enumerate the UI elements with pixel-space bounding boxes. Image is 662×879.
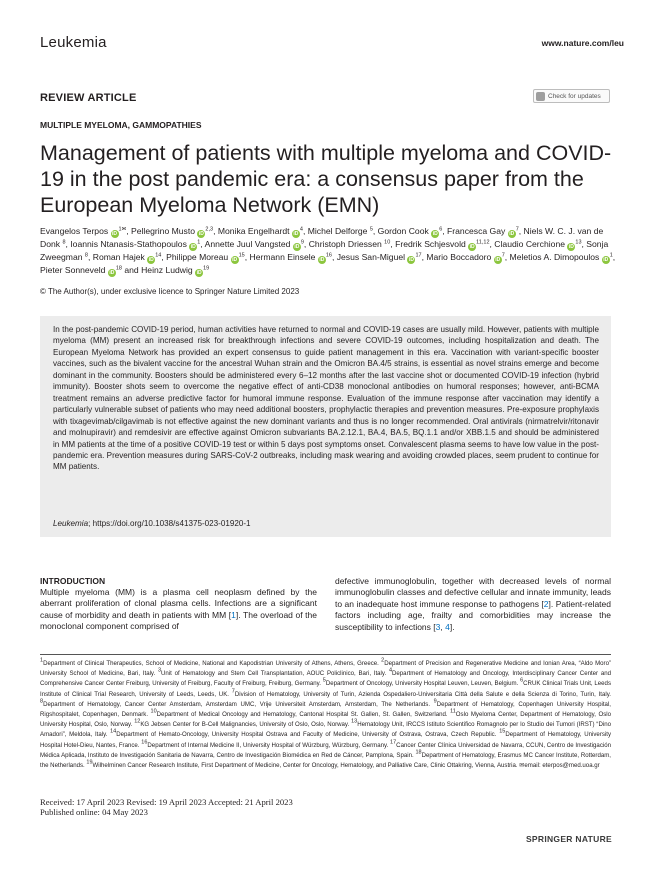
orcid-icon[interactable]: iD <box>109 270 115 276</box>
author-name[interactable]: Monika Engelhardt <box>217 226 292 236</box>
journal-url-link[interactable]: www.nature.com/leu <box>541 38 624 48</box>
author-affiliation-sup: 1 <box>197 239 201 246</box>
affiliation-text: Wilhelminen Cancer Research Institute, First Department of Medicine, Center for Oncology, Hematology, and Palliative Care, Clinic Ottakring, Vienna, Austria. <box>92 762 520 770</box>
affiliation-text: Department of Clinical Therapeutics, School of Medicine, National and Kapodistrian University of Athens, Athens, Greece. <box>43 660 382 667</box>
affiliation-text: Cancer Center Clínica Universidad de Navarra, CCUN, Centro de Investigación Médica Aplicada, Instituto de Investigación Sanitaria de Navarra, Centro de Investigación Biomédica en Red de Cáncer, Pamplona, Spain. <box>40 741 611 759</box>
affiliations <box>40 659 611 771</box>
author-name[interactable]: Evangelos Terpos <box>40 226 111 236</box>
orcid-icon[interactable]: iD <box>408 257 414 263</box>
publication-dates <box>40 797 293 817</box>
orcid-icon[interactable]: iD <box>432 231 438 237</box>
author-affiliation-sup: 4 <box>299 226 303 233</box>
affiliation-text: CRUK Clinical Trials Unit, Leeds Institute of Clinical Trial Research, University of Leeds, Leeds, UK. <box>40 680 611 698</box>
dates-received: Received: 17 April 2023 Revised: 19 April 2023 Accepted: 21 April 2023 <box>40 797 293 807</box>
journal-name: Leukemia <box>40 34 107 51</box>
author-name[interactable]: Christoph Driessen <box>308 239 385 249</box>
author-affiliation-sup: 17 <box>415 252 422 259</box>
subject-category: MULTIPLE MYELOMA, GAMMOPATHIES <box>40 120 202 130</box>
publisher-logo: SPRINGER NATURE <box>525 834 612 844</box>
orcid-icon[interactable]: iD <box>196 270 202 276</box>
orcid-icon[interactable]: iD <box>294 244 300 250</box>
affiliation-number: 19 <box>86 759 93 766</box>
corresponding-email[interactable]: ✉email: eterpos@med.uoa.gr <box>519 762 600 770</box>
article-type: REVIEW ARTICLE <box>40 92 137 104</box>
affiliation-number: 15 <box>499 728 506 735</box>
affiliation-number: 1 <box>40 657 44 664</box>
author-affiliation-sup: 6 <box>439 226 443 233</box>
affiliation-text: Department of Hematology, Cancer Center Amsterdam, Amsterdam UMC, Vrije Universiteit Amsterdam, Amsterdam, The Netherlands. <box>43 700 434 708</box>
orcid-icon[interactable]: iD <box>469 244 475 250</box>
author-name[interactable]: Philippe Moreau <box>166 252 231 262</box>
author-name[interactable]: Roman Hajek <box>92 252 148 262</box>
author-affiliation-sup: 14 <box>155 252 162 259</box>
author-affiliation-sup: 15 <box>238 252 245 259</box>
orcid-icon[interactable]: iD <box>190 244 196 250</box>
affiliation-number: 13 <box>351 718 358 725</box>
affiliation-text: Department of Hematology, Erasmus MC Cancer Institute, Rotterdam, the Netherlands. <box>40 751 611 770</box>
affiliation-number: 8 <box>40 698 44 705</box>
affiliation-number: 7 <box>231 688 235 695</box>
affiliation-text: Department of Precision and Regenerative Medicine and Ionian Area, “Aldo Moro” University School of Medicine, Bari, Italy. <box>40 660 611 678</box>
author-affiliation-sup: 9 <box>300 239 304 246</box>
doi-line <box>53 519 251 528</box>
intro-text: ]. <box>449 621 455 632</box>
author-affiliation-sup: 16 <box>325 252 332 259</box>
author-affiliation-sup: 1✉ <box>118 226 127 233</box>
orcid-icon[interactable]: iD <box>148 257 154 263</box>
author-affiliation-sup: 5 <box>369 226 373 233</box>
author-affiliation-sup: 8 <box>84 252 88 259</box>
orcid-icon[interactable]: iD <box>112 231 118 237</box>
orcid-icon[interactable]: iD <box>495 257 501 263</box>
author-name[interactable]: Ioannis Ntanasis-Stathopoulos <box>70 239 190 249</box>
author-name[interactable]: Pellegrino Musto <box>131 226 198 236</box>
affiliation-number: 10 <box>150 708 157 715</box>
citation-link[interactable]: 2 <box>543 598 549 609</box>
orcid-icon[interactable]: iD <box>603 257 609 263</box>
affiliation-text: Department of Hematology, Copenhagen University Hospital, Rigshospitalet, Copenhagen, Denmark. <box>40 700 611 719</box>
orcid-icon[interactable]: iD <box>319 257 325 263</box>
doi-journal: Leukemia <box>53 519 89 528</box>
section-heading-introduction: INTRODUCTION <box>40 576 106 586</box>
affiliation-text: Department of Hemato-Oncology, University Hospital Ostrava and Faculty of Medicine, University of Ostrava, Ostrava, Czech Republic. <box>116 731 500 739</box>
author-name[interactable]: Niels W. C. J. van de Donk <box>40 226 604 249</box>
author-affiliation-sup: 11,12 <box>476 239 490 246</box>
affiliation-number: 11 <box>450 708 456 715</box>
orcid-icon[interactable]: iD <box>568 244 574 250</box>
author-name[interactable]: Sonja Zweegman <box>40 239 609 262</box>
author-name[interactable]: Annette Juul Vangsted <box>204 239 293 249</box>
author-name[interactable]: Claudio Cerchione <box>494 239 568 249</box>
copyright-notice: © The Author(s), under exclusive licence to Springer Nature Limited 2023 <box>40 287 300 296</box>
intro-text: Multiple myeloma (MM) is a plasma cell neoplasm defined by the aberrant proliferation of clonal plasma cells. Infections are a significant cause of morbidity and death in patients with MM [ <box>40 587 317 620</box>
check-for-updates-button[interactable] <box>533 89 610 103</box>
affiliation-number: 16 <box>141 739 148 746</box>
author-affiliation-sup: 7 <box>501 252 505 259</box>
author-name[interactable]: Michel Delforge <box>307 226 370 236</box>
affiliation-number: 12 <box>134 718 141 725</box>
author-name[interactable]: Pieter Sonneveld <box>40 265 108 275</box>
affiliation-number: 14 <box>110 728 117 735</box>
author-name[interactable]: Fredrik Schjesvold <box>395 239 469 249</box>
citation-link[interactable]: 3 <box>435 621 441 632</box>
affiliation-number: 18 <box>415 749 422 756</box>
affiliation-number: 2 <box>381 657 385 664</box>
affiliation-text: KG Jebsen Center for B-Cell Malignancies, University of Oslo, Oslo, Norway. <box>140 721 352 729</box>
check-updates-icon <box>536 92 545 101</box>
author-affiliation-sup: 18 <box>115 265 122 272</box>
abstract-text: In the post-pandemic COVID-19 period, human activities have returned to normal and COVID-19 cases are usually mild. However, patients with multiple myeloma (MM) present an increased risk for breakthrough infections and severe COVID-19 outcomes, including hospitalization and death. The European Myeloma Network has provided an expert consensus to guide patient management in this era. Vaccination with variant-specific booster vaccines, such as the bivalent vaccine for the ancestral Wuhan strain and the Omicron BA.4/5 strains, is essential as novel strains emerge and become dominant in the community. Boosters should be administered every 6–12 months after the last vaccine shot or documented COVID-19 infection (hybrid immunity). Booster shots seem to overcome the negative effect of anti-CD38 monoclonal antibodies on humoral responses; however, anti-BCMA treatment remains an adverse predictive factor for humoral immune response. Evaluation of the immune response after vaccination may identify a particularly vulnerable subset of patients who may need additional boosters, prophylactic therapies and prevention measures. Pre-exposure prophylaxis with tixagevimab/cilgavimab is not effective against the new dominant variants and thus is no longer recommended. Oral antivirals (nirmatrelvir/ritonavir and molnupiravir) and remdesivir are effective against Omicron subvariants BA.2.12.1, BA.4, BA.5, BQ.1.1 and/or XBB.1.5 and should be administered in MM patients at the time of a positive COVID-19 test or within 5 days post symptoms onset. Convalescent plasma seems to have low value in the post-pandemic era. Prevention measures during SARS-CoV-2 outbreaks, including mask wearing and avoiding crowded places, seem prudent to continue for MM patients. <box>53 325 599 472</box>
author-affiliation-sup: 7 <box>515 226 519 233</box>
affiliation-text: Department of Medical Oncology and Hematology, Cantonal Hospital St. Gallen, St. Gallen, Switzerland. <box>156 711 451 719</box>
footnote-divider <box>40 654 611 655</box>
dates-published: Published online: 04 May 2023 <box>40 807 148 817</box>
intro-column-1 <box>40 587 317 633</box>
orcid-icon[interactable]: iD <box>198 231 204 237</box>
doi-link[interactable]: ; https://doi.org/10.1038/s41375-023-01920-1 <box>88 519 251 528</box>
affiliation-number: 17 <box>390 739 397 746</box>
author-name[interactable]: Heinz Ludwig <box>141 265 196 275</box>
intro-text: , <box>440 621 446 632</box>
intro-text: defective immunoglobulin, together with decreased levels of normal immunoglobulin classes and defective cellular and innate immunity, leads to an inadequate host immune response to pathogens [ <box>335 576 611 609</box>
affiliation-number: 5 <box>322 677 326 684</box>
affiliation-number: 6 <box>520 677 524 684</box>
author-affiliation-sup: 13 <box>575 239 582 246</box>
orcid-icon[interactable]: iD <box>509 231 515 237</box>
check-updates-label: Check for updates <box>548 92 601 100</box>
affiliation-text: Department of Hematology, University Hospital Hotel-Dieu, Nantes, France. <box>40 731 611 749</box>
intro-text: ]. The overload of the monoclonal component comprised of <box>40 609 318 632</box>
intro-text: ]. Patient-related factors including age, frailty and comorbidities may increase the susceptibility to infections [ <box>335 598 611 632</box>
orcid-icon[interactable]: iD <box>232 257 238 263</box>
author-affiliation-sup: 19 <box>203 265 210 272</box>
citation-link[interactable]: 4 <box>445 621 450 632</box>
affiliation-number: 4 <box>388 667 392 674</box>
affiliation-text: Department of Hematology and Oncology, Interdisciplinary Cancer Center and Comprehensive Cancer Center Freiburg, University of Freiburg, Faculty of Freiburg, Freiburg, Germany. <box>40 670 611 688</box>
affiliation-text: Department of Oncology, University Hospital Leuven, Leuven, Belgium. <box>325 680 521 688</box>
author-name[interactable]: Mario Boccadoro <box>426 252 494 262</box>
author-affiliation-sup: 2,3 <box>205 226 214 233</box>
orcid-icon[interactable]: iD <box>293 231 299 237</box>
affiliation-number: 3 <box>157 667 162 674</box>
author-list: Evangelos Terpos $iD^{1✉}$, Pellegrino Musto iD$^{2,3}$, Monika Engelhardt $iD^4$, Michel Delforge $^5$, Gordon Cook $iD^6$, Francesca Gay $iD^7$, Niels W. C. J. van de Donk $^8$, Ioannis Ntanasis-Stathopoulos $iD^1$, Annette Juul Vangsted $iD^9$, Christoph Driessen $^{10}$, Fredrik Schjesvold iD$^{11,12}$, Claudio Cerchione $iD^{13}$, Sonja Zweegman $^8$, Roman Hajek $iD^{14}$, Philippe Moreau $iD^{15}$, Hermann Einsele $iD^{16}$, Jesus San-Miguel $iD^{17}$, Mario Boccadoro $iD^7$, Meletios A. Dimopoulos $iD^1$, Pieter Sonneveld $iD^{18}$ and Heinz Ludwig $iD^{19}$ <box>40 226 616 276</box>
author-name[interactable]: Francesca Gay <box>447 226 508 236</box>
article-title: Management of patients with multiple myeloma and COVID-19 in the post pandemic era: a consensus paper from the European Myeloma Network (EMN) <box>40 141 612 217</box>
intro-column-2 <box>335 576 611 633</box>
citation-link[interactable]: 1 <box>231 609 236 620</box>
affiliation-number: 9 <box>433 698 437 705</box>
affiliation-text: Oslo Myeloma Center, Department of Hematology, Oslo University Hospital, Oslo, Norway. <box>40 711 611 729</box>
affiliation-text: Department of Internal Medicine II, University Hospital of Würzburg, Würzburg, Germany. <box>147 741 391 749</box>
author-name[interactable]: Meletios A. Dimopoulos <box>509 252 602 262</box>
author-name[interactable]: Gordon Cook <box>377 226 432 236</box>
author-affiliation-sup: 8 <box>62 239 66 246</box>
affiliation-text: Division of Hematology, University of Turin, Azienda Ospedaliero-Universitaria Città della Salute e della Scienza di Torino, Turin, Italy. <box>234 690 611 698</box>
affiliation-text: Unit of Hematology and Stem Cell Transplantation, AOUC Policlinico, Bari, Italy. <box>161 670 389 678</box>
affiliation-text: Hematology Unit, IRCCS Istituto Scientifico Romagnolo per lo Studio dei Tumori (IRST) “Dino Amadori”, Meldola, Italy. <box>40 721 611 739</box>
author-affiliation-sup: 10 <box>384 239 391 246</box>
author-name[interactable]: Jesus San-Miguel <box>336 252 408 262</box>
author-name[interactable]: Hermann Einsele <box>249 252 318 262</box>
author-affiliation-sup: 1 <box>609 252 613 259</box>
